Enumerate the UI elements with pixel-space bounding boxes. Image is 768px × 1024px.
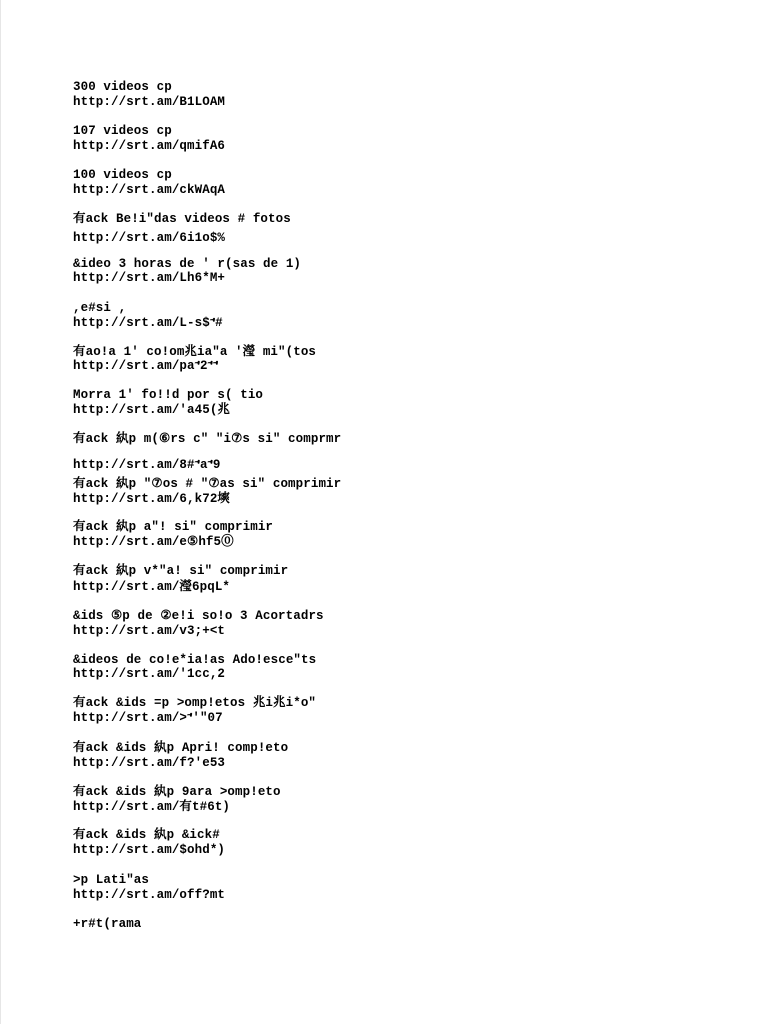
title-line: Morra 1' fo!!d por s( tio — [73, 388, 264, 402]
title-line: &ids ⑤p de ②e!i so!o 3 Acortadrs — [73, 609, 324, 623]
link-line[interactable]: http://srt.am/qmifA6 — [73, 139, 226, 153]
title-line: >p Lati"as — [73, 873, 150, 887]
link-line[interactable]: http://srt.am/有t#6t) — [73, 800, 231, 814]
title-line: +r#t(rama — [73, 917, 142, 931]
link-line[interactable]: http://srt.am/6i1o$% — [73, 231, 226, 245]
link-line[interactable]: http://srt.am/f?'e53 — [73, 756, 226, 770]
link-line[interactable]: http://srt.am/ckWAqA — [73, 183, 226, 197]
link-line[interactable]: http://srt.am/B1LOAM — [73, 95, 226, 109]
link-line[interactable]: http://srt.am/pa𝀀2𝀀𝀀 — [73, 359, 219, 373]
title-line: 有ack 紈p v*"a! si" comprimir — [73, 564, 289, 578]
link-line[interactable]: http://srt.am/6,k72塽 — [73, 492, 231, 506]
title-line: ,e#si , — [73, 301, 127, 315]
link-line[interactable]: http://srt.am/'1cc,2 — [73, 667, 226, 681]
link-line[interactable]: http://srt.am/8#𝀀a𝀀9 — [73, 458, 221, 472]
title-line: &ideos de co!e*ia!as Ado!esce"ts — [73, 653, 317, 667]
link-line[interactable]: http://srt.am/L-s$𝀀# — [73, 316, 223, 330]
title-line: 有ao!a 1' co!om兆ia"a '瀅 mi"(tos — [73, 345, 317, 359]
title-line: 有ack &ids 紈p &ick# — [73, 828, 220, 842]
link-line[interactable]: http://srt.am/Lh6*M+ — [73, 271, 226, 285]
title-line: 有ack 紈p a"! si" comprimir — [73, 520, 274, 534]
title-line: 有ack &ids =p >omp!etos 兆i兆i*o" — [73, 696, 317, 710]
title-line: 有ack &ids 紈p Apri! comp!eto — [73, 741, 289, 755]
title-line: 100 videos cp — [73, 168, 172, 182]
link-line[interactable]: http://srt.am/>𝀀'"07 — [73, 711, 223, 725]
link-line[interactable]: http://srt.am/'a45(兆 — [73, 403, 231, 417]
link-line[interactable]: http://srt.am/v3;+<t — [73, 624, 226, 638]
title-line: 107 videos cp — [73, 124, 172, 138]
title-line: 有ack 紈p m(⑥rs c" "i⑦s si" comprmr — [73, 432, 342, 446]
title-line: 有ack &ids 紈p 9ara >omp!eto — [73, 785, 281, 799]
link-line[interactable]: http://srt.am/off?mt — [73, 888, 226, 902]
title-line: 有ack Be!i"das videos # fotos — [73, 212, 291, 226]
link-line[interactable]: http://srt.am/$ohd*) — [73, 843, 226, 857]
title-line: 有ack 紈p "⑦os # "⑦as si" comprimir — [73, 477, 342, 491]
link-line[interactable]: http://srt.am/瀅6pqL* — [73, 580, 231, 594]
title-line: &ideo 3 horas de ' r(sas de 1) — [73, 257, 302, 271]
title-line: 300 videos cp — [73, 80, 172, 94]
link-line[interactable]: http://srt.am/e⑤hf5⓪ — [73, 535, 234, 549]
